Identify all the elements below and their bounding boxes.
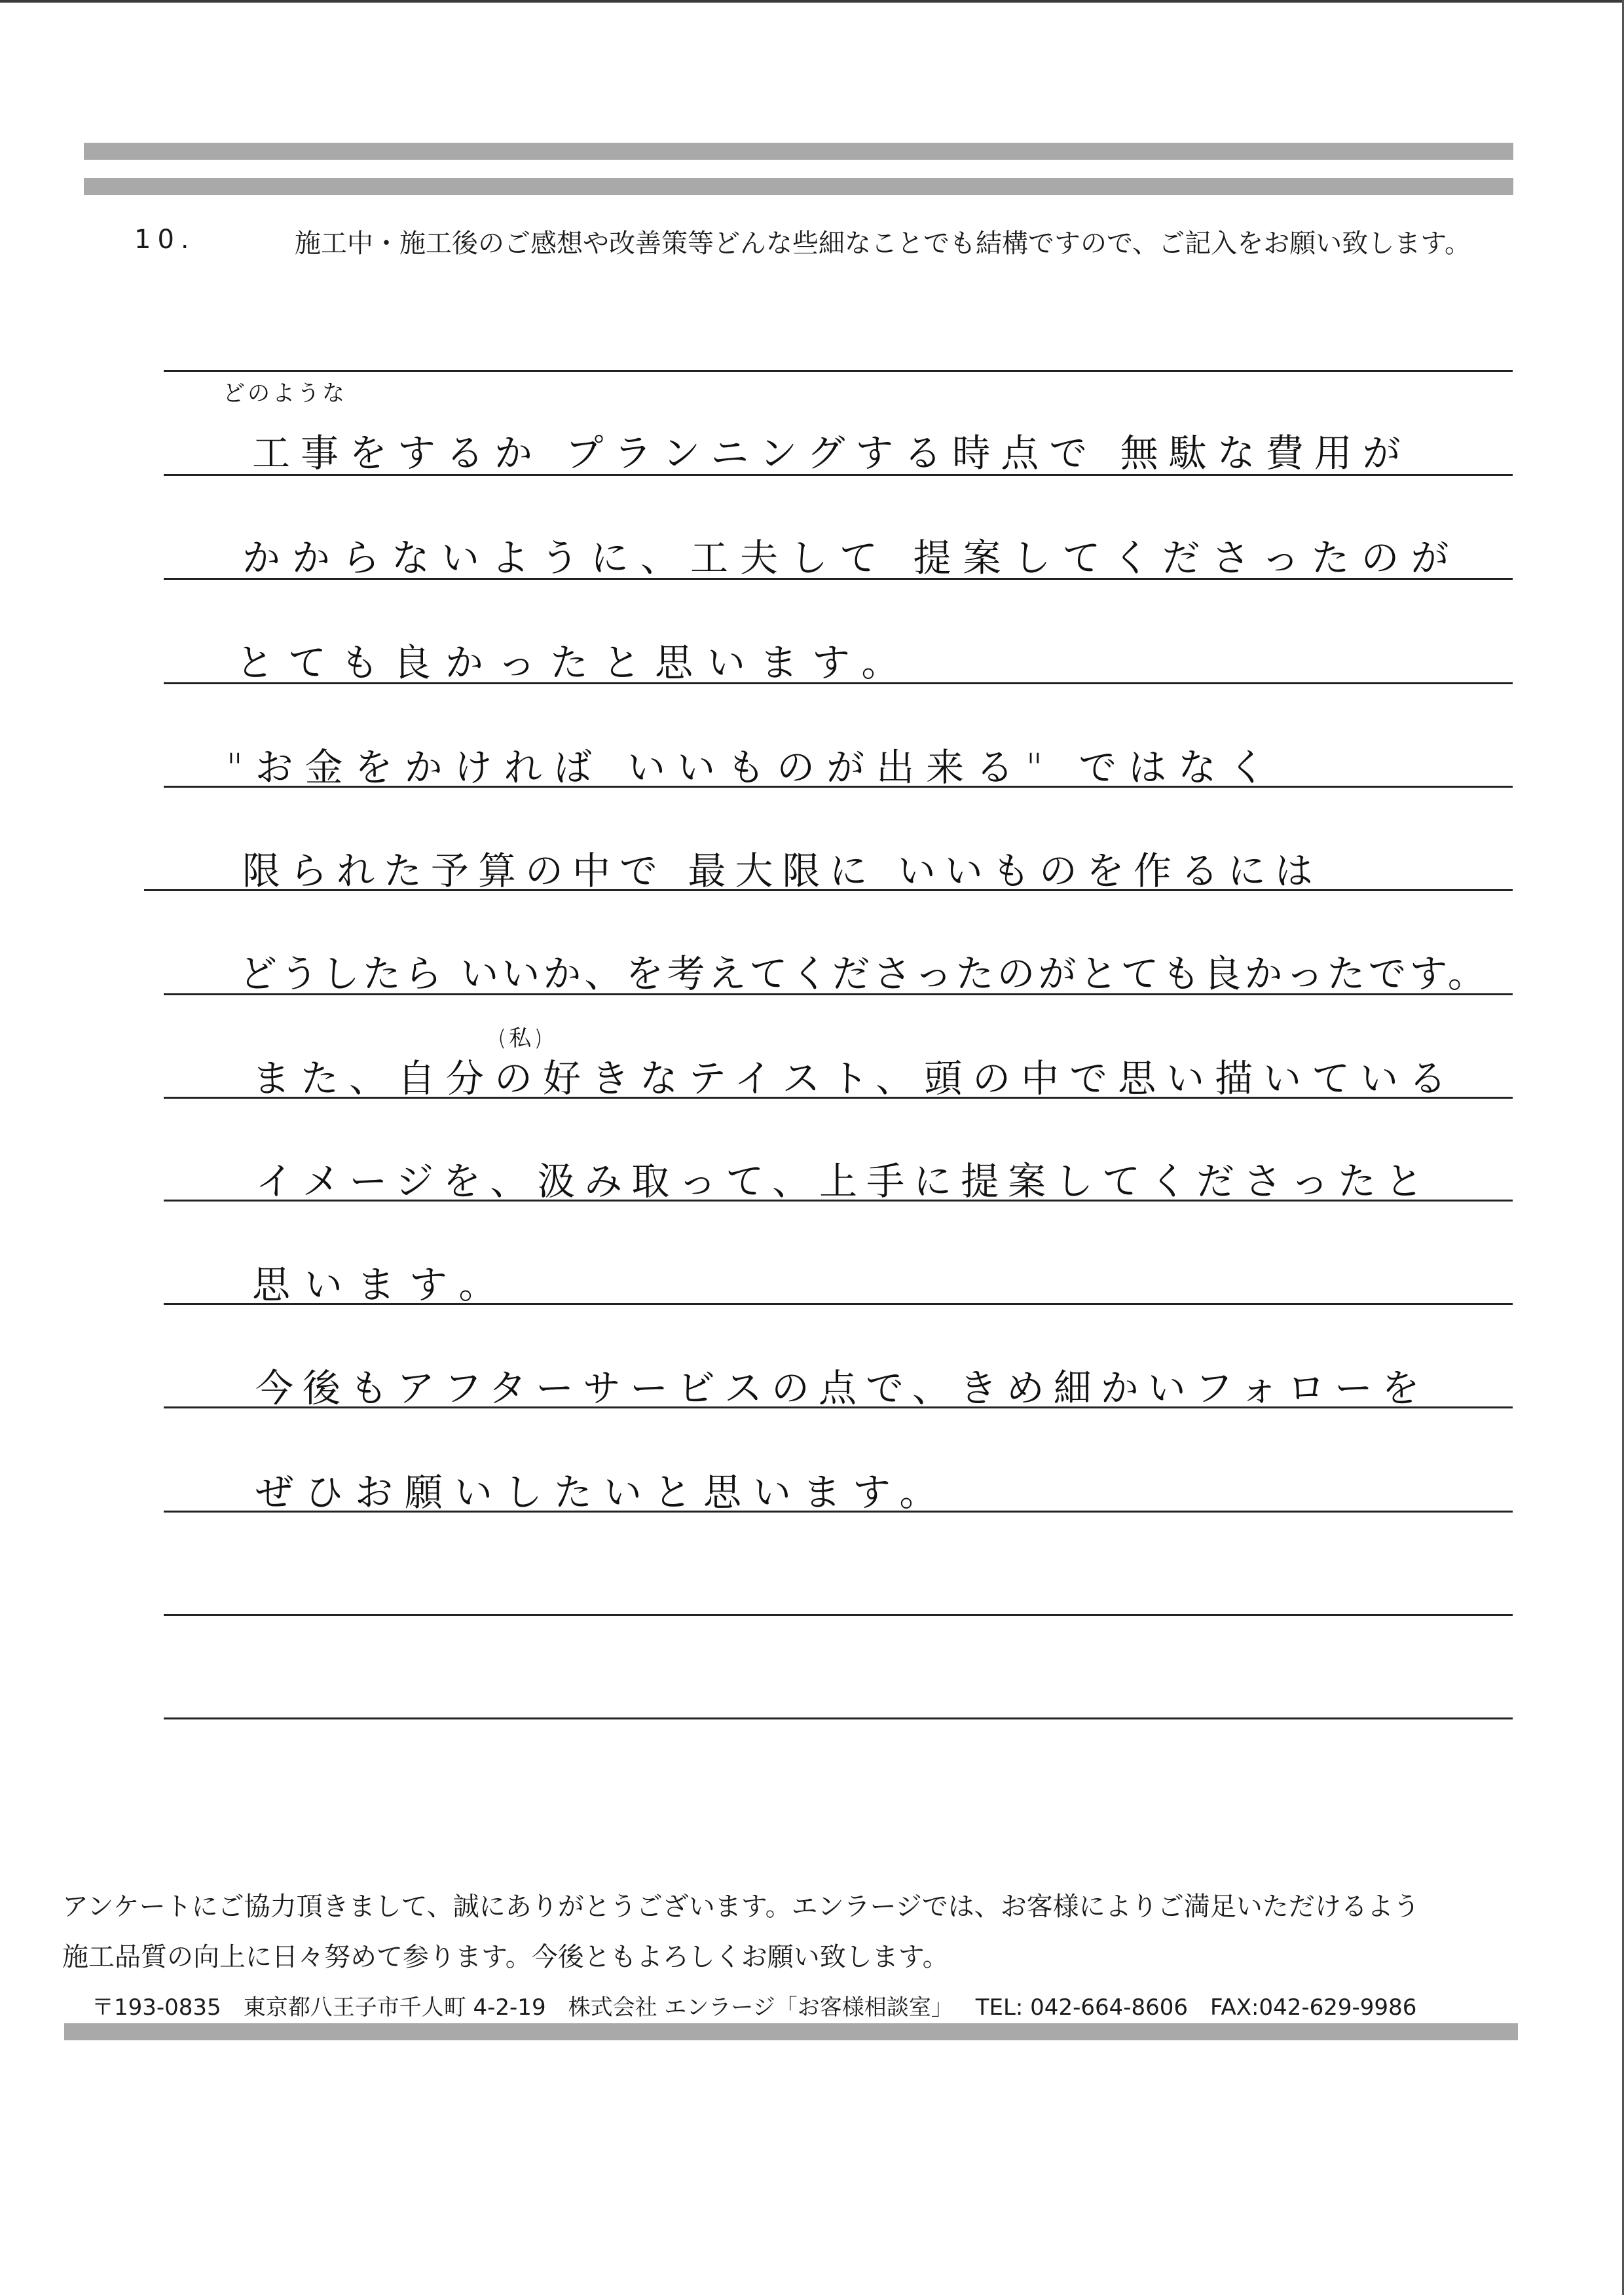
answer-rule <box>164 1614 1513 1616</box>
handwritten-line-10: 今後もアフターサービスの点で、きめ細かいフォローを <box>255 1366 1429 1410</box>
footer-band <box>64 2023 1518 2040</box>
scan-top-edge <box>0 0 1624 3</box>
answer-rule <box>164 1717 1513 1719</box>
question-prompt: 施工中・施工後のご感想や改善策等どんな些細なことでも結構ですので、ご記入をお願い致します。 <box>295 229 1471 259</box>
handwritten-line-4: "お金をかければ いいものが出来る" ではなく <box>226 745 1278 790</box>
thanks-message-line-2: 施工品質の向上に日々努めて参ります。今後ともよろしくお願い致します。 <box>62 1942 949 1972</box>
telephone-number: TEL: 042-664-8606 <box>975 1994 1189 2021</box>
handwritten-annotation: (私) <box>498 1025 545 1052</box>
handwritten-annotation: どのような <box>223 380 347 407</box>
thanks-message-line-1: アンケートにご協力頂きまして、誠にありがとうございます。エンラージでは、お客様によりご満足いただけるよう <box>62 1892 1420 1922</box>
street-address: 東京都八王子市千人町 4-2-19 <box>243 1994 546 2021</box>
handwritten-line-3: とても良かったと思います。 <box>236 640 914 685</box>
handwritten-line-2: かからないように、工夫して 提案してくださったのが <box>242 536 1461 580</box>
header-band-top <box>84 143 1513 160</box>
handwritten-line-1: 工事をするか プランニングする時点で 無駄な費用が <box>252 431 1411 475</box>
handwritten-line-9: 思います。 <box>252 1262 511 1307</box>
header-band-bottom <box>84 178 1513 195</box>
handwritten-line-7: また、自分の好きなテイスト、頭の中で思い描いている <box>252 1056 1458 1101</box>
contact-address-line <box>92 1989 1416 2021</box>
handwritten-line-6: どうしたら いいか、を考えてくださったのがとても良かったです。 <box>239 951 1489 996</box>
handwritten-line-5: 限られた予算の中で 最大限に いいものを作るには <box>242 849 1322 893</box>
fax-number: FAX:042-629-9986 <box>1210 1994 1417 2021</box>
postal-code: 〒193-0835 <box>92 1994 221 2021</box>
handwritten-line-11: ぜひお願いしたいと思います。 <box>255 1470 950 1515</box>
company-name: 株式会社 エンラージ「お客様相談室」 <box>568 1994 953 2021</box>
handwritten-line-8: イメージを、汲み取って、上手に提案してくださったと <box>255 1159 1433 1203</box>
question-number: 10. <box>134 225 196 255</box>
answer-rule <box>164 370 1513 372</box>
